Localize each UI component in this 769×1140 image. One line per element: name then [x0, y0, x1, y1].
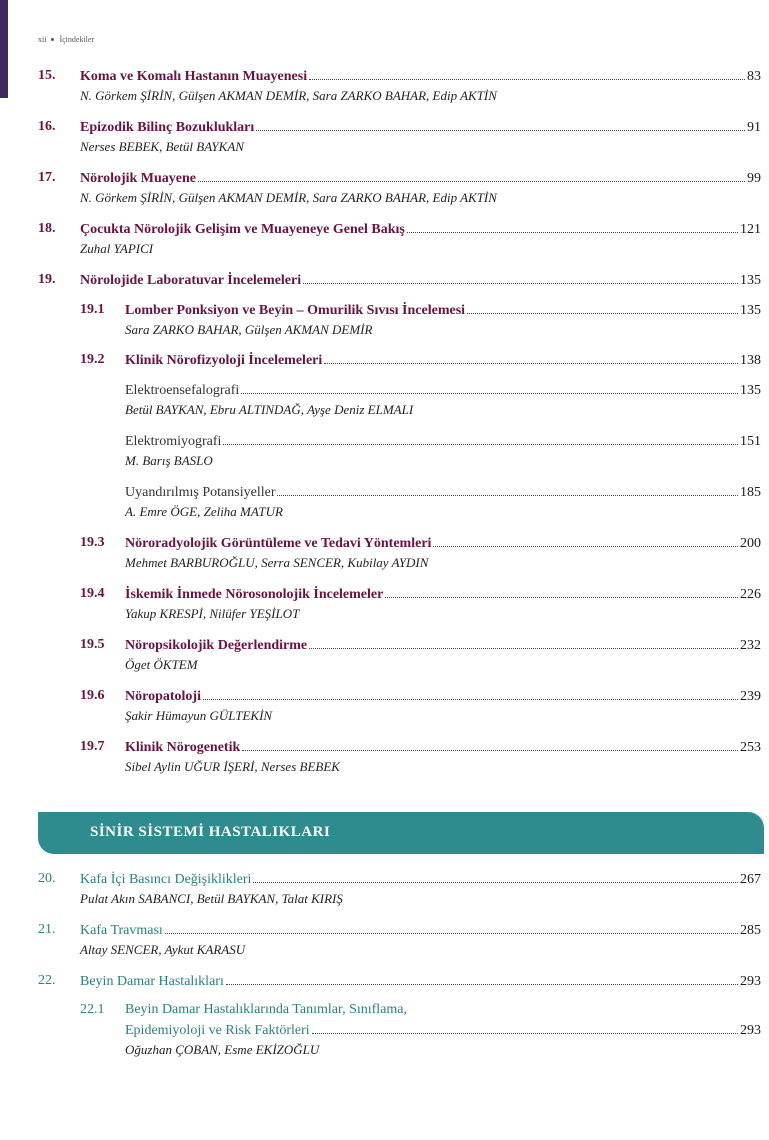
subchapter-authors: Mehmet BARBUROĞLU, Serra SENCER, Kubilay AYDIN [125, 555, 429, 570]
toc-subentry[interactable] [0, 739, 769, 779]
section-title: SİNİR SİSTEMİ HASTALIKLARI [90, 824, 331, 840]
toc-subentry[interactable] [0, 688, 769, 728]
subchapter-number: 19.6 [80, 688, 105, 703]
toc-subentry[interactable] [0, 1002, 769, 1062]
subchapter-title: Nöropsikolojik Değerlendirme [125, 638, 308, 653]
subchapter-authors: Oğuzhan ÇOBAN, Esme EKİZOĞLU [125, 1042, 320, 1057]
subchapter-title: Klinik Nörofizyoloji İncelemeleri [125, 353, 323, 368]
subchapter-title-line1: Beyin Damar Hastalıklarında Tanımlar, Sınıflama, [125, 1002, 408, 1017]
chapter-number: 15. [38, 68, 56, 83]
page-ref: 293 [740, 974, 761, 989]
toc-line [125, 739, 761, 757]
chapter-number: 20. [38, 871, 56, 886]
chapter-title: Koma ve Komalı Hastanın Muayenesi [80, 69, 308, 84]
topic-title: Elektromiyografi [125, 434, 222, 449]
page-ref: 293 [740, 1023, 761, 1038]
toc-line [80, 170, 761, 188]
subchapter-authors: Şakir Hümayun GÜLTEKİN [125, 708, 273, 723]
toc-line [125, 637, 761, 655]
subchapter-authors: Öget ÖKTEM [125, 657, 198, 672]
toc-entry[interactable] [0, 221, 769, 261]
toc-subsubentry[interactable] [0, 484, 769, 524]
page-ref: 239 [740, 689, 761, 704]
toc-subentry[interactable] [0, 535, 769, 575]
toc-line [125, 586, 761, 604]
section-header [38, 812, 764, 854]
chapter-authors: Zuhal YAPICI [80, 241, 154, 256]
topic-authors: M. Barış BASLO [125, 453, 213, 468]
toc-line [125, 382, 761, 400]
page-ref: 135 [740, 273, 761, 288]
toc-entry[interactable] [0, 871, 769, 911]
chapter-title: Çocukta Nörolojik Gelişim ve Muayeneye Genel Bakış [80, 222, 405, 237]
toc-line [80, 221, 761, 239]
toc-entry[interactable] [0, 922, 769, 962]
topic-title: Elektroensefalografi [125, 383, 240, 398]
subchapter-number: 19.5 [80, 637, 105, 652]
page-ref: 91 [747, 120, 761, 135]
subchapter-title-line2: Epidemiyoloji ve Risk Faktörleri [125, 1023, 310, 1038]
page-ref: 151 [740, 434, 761, 449]
toc-line [125, 352, 761, 370]
page-ref: 285 [740, 923, 761, 938]
chapter-title: Kafa Travması [80, 923, 163, 938]
chapter-number: 18. [38, 221, 56, 236]
toc-line [80, 973, 761, 991]
subchapter-title: Nöroradyolojik Görüntüleme ve Tedavi Yöntemleri [125, 536, 432, 551]
toc-subentry[interactable] [0, 586, 769, 626]
chapter-number: 21. [38, 922, 56, 937]
topic-authors: Betül BAYKAN, Ebru ALTINDAĞ, Ayşe Deniz ELMALI [125, 402, 414, 417]
chapter-number: 16. [38, 119, 56, 134]
topic-title: Uyandırılmış Potansiyeller [125, 485, 276, 500]
toc-entry[interactable] [0, 170, 769, 210]
chapter-title: Kafa İçi Basıncı Değişiklikleri [80, 872, 252, 887]
page-ref: 232 [740, 638, 761, 653]
running-header [38, 35, 94, 44]
subchapter-authors: Yakup KRESPİ, Nilüfer YEŞİLOT [125, 606, 300, 621]
toc-line [80, 68, 761, 86]
toc-line [80, 119, 761, 137]
page-ref: 226 [740, 587, 761, 602]
subchapter-title: Lomber Ponksiyon ve Beyin – Omurilik Sıvısı İncelemesi [125, 303, 466, 318]
page-ref: 200 [740, 536, 761, 551]
page-ref: 185 [740, 485, 761, 500]
chapter-title: Nörolojik Muayene [80, 171, 197, 186]
page-ref: 83 [747, 69, 761, 84]
page-ref: 138 [740, 353, 761, 368]
subchapter-authors: Sara ZARKO BAHAR, Gülşen AKMAN DEMİR [125, 322, 373, 337]
toc-line [125, 535, 761, 553]
chapter-authors: Nerses BEBEK, Betül BAYKAN [80, 139, 244, 154]
chapter-title: Epizodik Bilinç Bozuklukları [80, 120, 255, 135]
chapter-authors: Pulat Akın SABANCI, Betül BAYKAN, Talat KIRIŞ [80, 891, 343, 906]
toc-line [80, 922, 761, 940]
toc-subentry[interactable] [0, 637, 769, 677]
subchapter-title: Klinik Nörogenetik [125, 740, 241, 755]
chapter-authors: N. Görkem ŞİRİN, Gülşen AKMAN DEMİR, Sara ZARKO BAHAR, Edip AKTİN [80, 88, 497, 103]
subchapter-number: 19.2 [80, 352, 105, 367]
toc-line [80, 272, 761, 290]
toc-subsubentry[interactable] [0, 382, 769, 422]
toc-entry[interactable] [0, 68, 769, 108]
page-ref: 253 [740, 740, 761, 755]
topic-authors: A. Emre ÖGE, Zeliha MATUR [125, 504, 283, 519]
toc-entry[interactable] [0, 119, 769, 159]
subchapter-title: İskemik İnmede Nörosonolojik İncelemeler [125, 587, 384, 602]
page-ref: 267 [740, 872, 761, 887]
chapter-number: 17. [38, 170, 56, 185]
page-ref: 135 [740, 383, 761, 398]
chapter-title: Beyin Damar Hastalıkları [80, 974, 224, 989]
toc-line [80, 871, 761, 889]
subchapter-number: 19.4 [80, 586, 105, 601]
toc-line [125, 688, 761, 706]
page-ref: 99 [747, 171, 761, 186]
page-ref: 121 [740, 222, 761, 237]
toc-subentry[interactable] [0, 302, 769, 342]
chapter-number: 19. [38, 272, 56, 287]
toc-subsubentry[interactable] [0, 433, 769, 473]
toc-line [125, 1022, 761, 1040]
chapter-number: 22. [38, 973, 56, 988]
subchapter-number: 22.1 [80, 1002, 105, 1017]
subchapter-number: 19.7 [80, 739, 105, 754]
running-title: İçindekiler [59, 35, 95, 44]
page-number: xii [38, 35, 47, 44]
toc-line [125, 302, 761, 320]
toc-line [125, 484, 761, 502]
subchapter-authors: Sibel Aylin UĞUR İŞERİ, Nerses BEBEK [125, 759, 340, 774]
page-ref: 135 [740, 303, 761, 318]
chapter-authors: N. Görkem ŞİRİN, Gülşen AKMAN DEMİR, Sara ZARKO BAHAR, Edip AKTİN [80, 190, 497, 205]
subchapter-number: 19.1 [80, 302, 105, 317]
toc-line [125, 433, 761, 451]
chapter-authors: Altay SENCER, Aykut KARASU [80, 942, 246, 957]
chapter-title: Nörolojide Laboratuvar İncelemeleri [80, 273, 302, 288]
subchapter-title: Nöropatoloji [125, 689, 201, 704]
subchapter-number: 19.3 [80, 535, 105, 550]
